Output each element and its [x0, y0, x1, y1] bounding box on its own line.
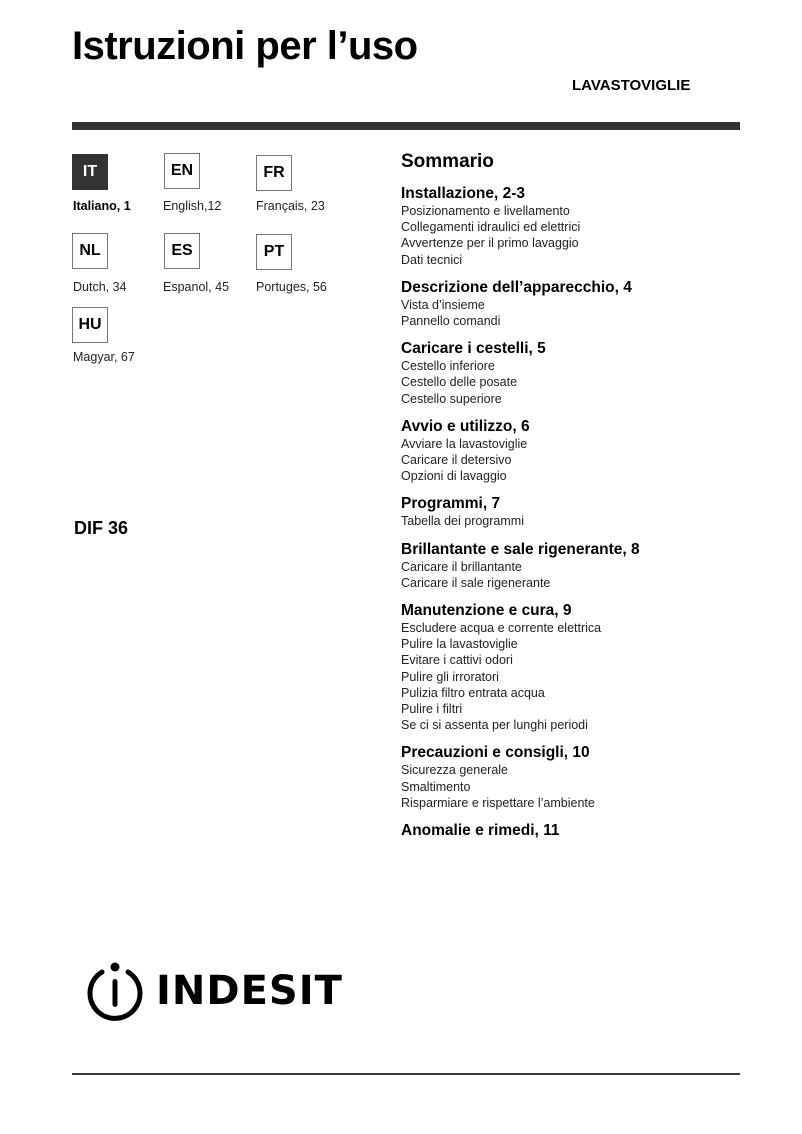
- toc-item[interactable]: Pulire la lavastoviglie: [401, 637, 518, 652]
- toc-heading[interactable]: Programmi, 7: [401, 495, 501, 513]
- lang-code: PT: [263, 243, 285, 260]
- toc-heading[interactable]: Avvio e utilizzo, 6: [401, 417, 530, 435]
- toc-item[interactable]: Avviare la lavastoviglie: [401, 436, 528, 451]
- toc-item[interactable]: Pulire gli irroratori: [401, 669, 499, 684]
- toc-item[interactable]: Cestello inferiore: [401, 359, 495, 374]
- toc-heading[interactable]: Installazione, 2-3: [401, 185, 526, 202]
- toc-item[interactable]: Dati tecnici: [401, 252, 463, 267]
- lang-box-en[interactable]: [164, 153, 200, 189]
- header-divider: [72, 122, 740, 130]
- model-number: DIF 36: [74, 518, 129, 538]
- lang-code: FR: [263, 164, 285, 181]
- toc-item[interactable]: Caricare il detersivo: [401, 453, 512, 468]
- product-category: LAVASTOVIGLIE: [572, 77, 691, 94]
- lang-code: EN: [170, 162, 194, 179]
- indesit-power-icon: [84, 960, 146, 1022]
- lang-label-pt[interactable]: Portuges, 56: [256, 280, 327, 294]
- lang-box-nl[interactable]: [72, 233, 108, 269]
- lang-label-nl[interactable]: Dutch, 34: [73, 280, 127, 294]
- lang-box-hu[interactable]: [72, 307, 108, 343]
- toc-section: [401, 540, 741, 591]
- toc-section: [401, 417, 741, 485]
- toc-item[interactable]: Collegamenti idraulici ed elettrici: [401, 220, 581, 235]
- lang-box-it[interactable]: [72, 154, 108, 190]
- toc-title: Sommario: [401, 151, 494, 172]
- toc-item[interactable]: Opzioni di lavaggio: [401, 469, 507, 484]
- lang-label-es[interactable]: Espanol, 45: [163, 280, 230, 294]
- table-of-contents: [401, 150, 741, 850]
- toc-item[interactable]: Evitare i cattivi odori: [401, 653, 513, 668]
- toc-item[interactable]: Pulizia filtro entrata acqua: [401, 685, 545, 700]
- toc-item[interactable]: Cestello delle posate: [401, 375, 518, 390]
- toc-item[interactable]: Smaltimento: [401, 779, 471, 794]
- toc-item[interactable]: Caricare il brillantante: [401, 559, 522, 574]
- toc-item[interactable]: Sicurezza generale: [401, 763, 509, 778]
- footer-divider: [72, 1073, 740, 1075]
- toc-heading[interactable]: Anomalie e rimedi, 11: [401, 822, 560, 840]
- toc-section: [401, 184, 741, 268]
- document-title: Istruzioni per l’uso: [72, 24, 418, 68]
- toc-heading[interactable]: Precauzioni e consigli, 10: [401, 744, 590, 762]
- toc-section: [401, 339, 741, 407]
- lang-code: NL: [79, 242, 101, 259]
- toc-heading[interactable]: Caricare i cestelli, 5: [401, 340, 546, 358]
- lang-box-fr[interactable]: [256, 155, 292, 191]
- toc-item[interactable]: Tabella dei programmi: [401, 514, 524, 529]
- toc-section: [401, 743, 741, 811]
- toc-section: [401, 278, 741, 329]
- toc-section: [401, 494, 741, 529]
- toc-item[interactable]: Vista d’insieme: [401, 297, 485, 312]
- toc-item[interactable]: Avvertenze per il primo lavaggio: [401, 236, 579, 251]
- toc-item[interactable]: Cestello superiore: [401, 391, 502, 406]
- toc-section: [401, 821, 741, 840]
- brand-name: INDESIT: [156, 968, 343, 1014]
- toc-item[interactable]: Pulire i filtri: [401, 702, 463, 717]
- toc-heading[interactable]: Descrizione dell’apparecchio, 4: [401, 278, 632, 296]
- toc-item[interactable]: Posizionamento e livellamento: [401, 204, 570, 218]
- lang-box-pt[interactable]: [256, 234, 292, 270]
- toc-item[interactable]: Pannello comandi: [401, 314, 501, 329]
- lang-code: ES: [171, 242, 193, 259]
- toc-item[interactable]: Escludere acqua e corrente elettrica: [401, 621, 602, 636]
- brand-logo: [84, 960, 343, 1022]
- lang-code: IT: [82, 163, 98, 180]
- lang-label-fr[interactable]: Français, 23: [256, 199, 325, 213]
- toc-heading[interactable]: Manutenzione e cura, 9: [401, 602, 572, 620]
- toc-item[interactable]: Se ci si assenta per lunghi periodi: [401, 718, 588, 733]
- lang-label-hu[interactable]: Magyar, 67: [73, 350, 135, 364]
- lang-code: HU: [78, 316, 102, 333]
- lang-box-es[interactable]: [164, 233, 200, 269]
- lang-label-it[interactable]: Italiano, 1: [73, 199, 131, 213]
- toc-item[interactable]: Caricare il sale rigenerante: [401, 575, 551, 590]
- toc-item[interactable]: Risparmiare e rispettare l’ambiente: [401, 795, 595, 810]
- toc-heading[interactable]: Brillantante e sale rigenerante, 8: [401, 540, 640, 558]
- toc-section: [401, 601, 741, 733]
- lang-label-en[interactable]: English,12: [163, 199, 222, 213]
